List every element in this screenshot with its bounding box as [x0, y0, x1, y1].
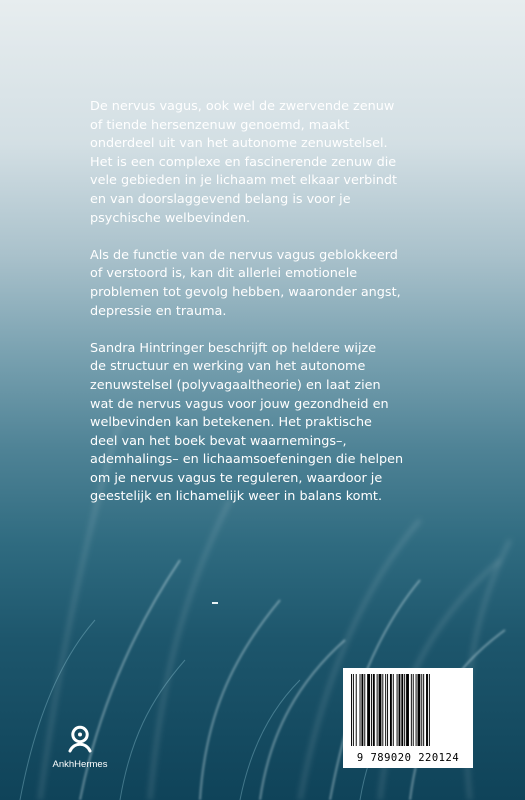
- barcode-bar: [367, 674, 370, 746]
- blurb-line: psychische welbevinden.: [90, 210, 251, 226]
- barcode-bar: [353, 674, 354, 746]
- decorative-mark: [212, 602, 218, 604]
- barcode-bar: [390, 674, 392, 746]
- ankhhermes-logo-icon: [67, 725, 93, 753]
- blurb-line: zenuwstelsel (polyvagaaltheorie) en laat zien: [90, 377, 381, 393]
- blurb-line: vele gebieden in je lichaam met elkaar verbindt: [90, 173, 398, 189]
- barcode-bar: [397, 674, 398, 746]
- blurb-line: om je nervus vagus te reguleren, waardoor je: [90, 470, 383, 486]
- barcode-bar: [429, 674, 430, 746]
- blurb-paragraph-1: [90, 98, 420, 228]
- barcode-bar: [399, 674, 401, 746]
- barcode-bar: [411, 674, 412, 746]
- blurb-line: welbevinden kan betekenen. Het praktische: [90, 415, 372, 431]
- barcode-bars: [351, 674, 465, 746]
- barcode-bar: [377, 674, 378, 746]
- barcode-bar: [406, 674, 409, 746]
- barcode-bar: [364, 674, 365, 746]
- barcode-bar: [361, 674, 363, 746]
- isbn-digits: 9 789020 220124: [356, 752, 460, 764]
- barcode-bar: [426, 674, 428, 746]
- barcode-bar: [351, 674, 352, 746]
- isbn-barcode: [343, 668, 473, 768]
- blurb-line: de structuur en werking van het autonome: [90, 359, 366, 375]
- blurb-line: De nervus vagus, ook wel de zwervende zenuw: [90, 99, 395, 114]
- barcode-bar: [404, 674, 405, 746]
- blurb-line: geestelijk en lichamelijk weer in balans komt.: [90, 489, 383, 505]
- barcode-bar: [379, 674, 382, 746]
- barcode-bar: [413, 674, 414, 746]
- barcode-bar: [387, 674, 388, 746]
- barcode-bar: [382, 674, 383, 746]
- barcode-bar: [360, 674, 361, 746]
- barcode-bar: [418, 674, 421, 746]
- barcode-bar: [356, 674, 357, 746]
- publisher-name: AnkhHermes: [52, 759, 108, 770]
- blurb-line: problemen tot gevolg hebben, waaronder angst,: [90, 284, 401, 300]
- blurb-line: of tiende hersenzenuw genoemd, maakt: [90, 117, 350, 133]
- blurb-line: onderdeel uit van het autonome zenuwstelsel.: [90, 136, 388, 152]
- blurb-line: deel van het boek bevat waarnemings–,: [90, 433, 347, 449]
- blurb-line: en van doorslaggevend belang is voor je: [90, 191, 351, 207]
- publisher-block: [44, 725, 116, 770]
- barcode-bar: [373, 674, 375, 746]
- blurb-paragraph-3: [90, 340, 420, 507]
- barcode-bar: [401, 674, 403, 746]
- barcode-bar: [416, 674, 417, 746]
- blurb-line: Als de functie van de nervus vagus geblokkeerd: [90, 247, 398, 263]
- blurb-line: ademhalings– en lichaamsoefeningen die helpen: [90, 452, 404, 468]
- back-cover-blurb: [90, 98, 420, 526]
- blurb-line: wat de nervus vagus voor jouw gezondheid en: [90, 396, 389, 412]
- blurb-line: Het is een complexe en fascinerende zenuw die: [90, 154, 397, 170]
- blurb-paragraph-2: [90, 247, 420, 321]
- barcode-bar: [385, 674, 386, 746]
- blurb-line: Sandra Hintringer beschrijft op heldere wijze: [90, 340, 377, 356]
- blurb-line: depressie en trauma.: [90, 303, 227, 319]
- barcode-bar: [371, 674, 372, 746]
- barcode-bar: [421, 674, 422, 746]
- blurb-line: of verstoord is, kan dit allerlei emotionele: [90, 266, 358, 282]
- barcode-bar: [423, 674, 424, 746]
- barcode-bar: [393, 674, 394, 746]
